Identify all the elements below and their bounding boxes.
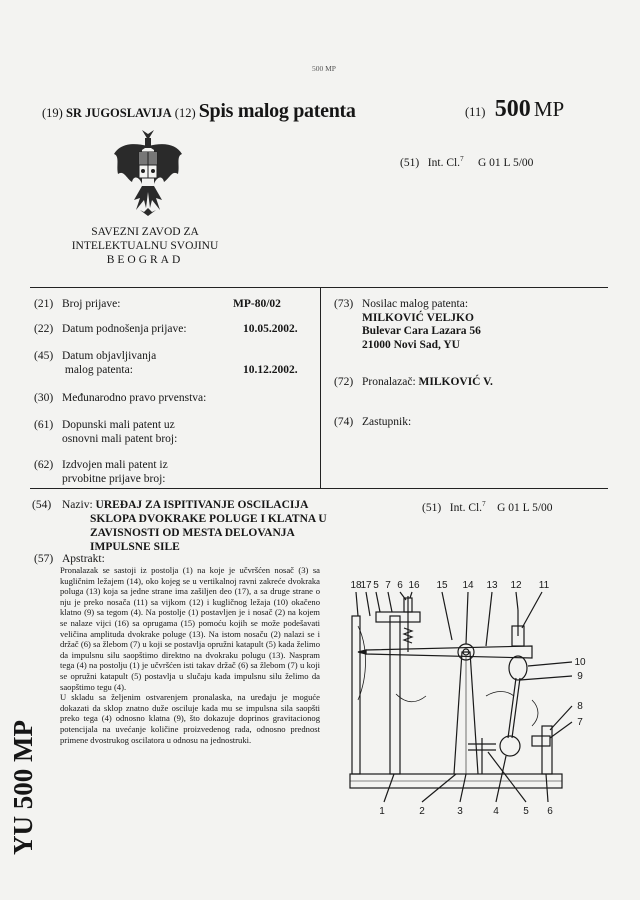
abstract-text [60, 565, 320, 745]
classification-value: G 01 L 5/00 [477, 156, 534, 169]
abstract-paragraph-1: Pronalazak se sastoji iz postolja (1) na koje je učvršćen nosač (3) sa kugličnim ležajem (14), oko kojeg se u vertikalnoj ravni zakreće dvokraka poluga (13) koja sa jedne strane ima zašiljen deo (17), a sa druge strane o nju je preko nosača (11) sa vijkom (12) i kugličnog ležaja (10) okačeno klatno (9) sa tegom (4). Na postolje (1) postavljen je i nosač (2) na kojem se nalaze vijci (16) sa oprugama (15) pomoću kojih se može podešavati veličina amplituda dvokrake poluge (13). Na istom nosaču (2) nalazi se i držač (6) sa žlebom (7) u koji se postavlja opružni katapult (5) kada želimo da impulsnu silu saopštimo direktno na dvokraku polugu (13). Naspram tega (4) na postolju (1) je učvršćen isti takav držač (6) sa žlebom (7) u koji se opružni katapult (5) postavlja u slučaju kada impulsnu silu želimo da saopštimo tegu (4). [60, 565, 320, 692]
owner-city: 21000 Novi Sad, YU [362, 338, 460, 351]
abstract-paragraph-2: U skladu sa željenim ostvarenjem pronalaska, na uređaju je moguće dokazati da sklop znatno duže osciluje kada mu se impulsna sila saopšti preko tega (4) odnosno klatna (9), što dokazuje doprinos gravitacionog potencijala na uvećanje količine proizvedenog rada, odnosno prednost primene dvostrukog oscilatora u odnosu na jednostruki. [60, 692, 320, 745]
label-5-bottom: 5 [523, 806, 529, 817]
classification-bottom: (51) Int. Cl.$^7$ G 01 L 5/00 [422, 500, 553, 514]
patent-number-block [465, 96, 564, 123]
field-73: (73) Nosilac malog patenta: MILKOVIĆ VELJKO Bulevar Cara Lazara 56 21000 Novi Sad, YU [334, 298, 481, 351]
title-line-1: UREĐAJ ZA ISPITIVANJE OSCILACIJA [95, 499, 309, 511]
title-line-2: SKLOPA DVOKRAKE POLUGE I KLATNA U [90, 513, 327, 525]
label-9: 9 [577, 671, 583, 682]
country-name: SR JUGOSLAVIJA [65, 106, 172, 120]
label-13: 13 [486, 580, 498, 591]
filing-date: 10.05.2002. [243, 323, 298, 335]
label-2: 2 [419, 806, 425, 817]
table-top-rule [30, 287, 608, 288]
title-line-3: ZAVISNOSTI OD MESTA DELOVANJA [90, 527, 295, 539]
side-patent-label: YU 500 MP [8, 720, 38, 855]
code-19: (19) [42, 106, 63, 120]
document-header [42, 100, 356, 123]
table-bottom-rule [30, 488, 608, 489]
owner-address: Bulevar Cara Lazara 56 [362, 325, 481, 337]
field-72: (72) Pronalazač: MILKOVIĆ V. [334, 376, 493, 388]
invention-title: (54) Naziv: UREĐAJ ZA ISPITIVANJE OSCILACIJA SKLOPA DVOKRAKE POLUGE I KLATNA U ZAVISNOSTI OD MESTA DELOVANJA IMPULSNE SILE [32, 498, 362, 554]
label-16: 16 [408, 580, 420, 591]
label-3: 3 [457, 806, 463, 817]
application-number: MP-80/02 [233, 298, 281, 310]
label-17: 17 [360, 580, 372, 591]
field-74: (74) Zastupnik: [334, 416, 412, 428]
label-7-side: 7 [577, 717, 583, 728]
publication-date: 10.12.2002. [243, 364, 298, 376]
field-30: (30) Međunarodno pravo prvenstva: [34, 392, 207, 404]
inventor-name: MILKOVIĆ V. [418, 376, 493, 388]
abstract-heading: (57) Apstrakt: [34, 553, 105, 565]
label-6-top: 6 [397, 580, 403, 591]
label-7-top: 7 [385, 580, 391, 591]
patent-suffix: MP [533, 97, 565, 121]
field-61: (61) Dopunski mali patent uz osnovni mali patent broj: [34, 419, 178, 445]
label-18: 18 [350, 580, 362, 591]
code-11: (11) [465, 105, 486, 119]
label-4: 4 [493, 806, 499, 817]
field-22: (22) Datum podnošenja prijave: [34, 323, 187, 335]
field-21: (21) Broj prijave: [34, 298, 121, 310]
document-type: Spis malog patenta [198, 100, 356, 122]
patent-number: 500 [494, 96, 531, 122]
label-10: 10 [574, 657, 586, 668]
coat-of-arms-emblem [112, 126, 184, 218]
issuing-office: SAVEZNI ZAVOD ZA INTELEKTUALNU SVOJINU BEOGRAD [71, 226, 219, 266]
label-1: 1 [379, 806, 385, 817]
label-14: 14 [462, 580, 474, 591]
classification-top: (51) Int. Cl.$^7$ G 01 L 5/00 [400, 155, 534, 169]
label-15: 15 [436, 580, 448, 591]
title-line-4: IMPULSNE SILE [90, 541, 180, 553]
code-12: (12) [174, 106, 196, 120]
field-45: (45) Datum objavljivanja malog patenta: [34, 350, 157, 376]
page-marker: 500 MP [312, 64, 336, 73]
label-5-top: 5 [373, 580, 379, 591]
label-8: 8 [577, 701, 583, 712]
device-drawing [336, 576, 608, 822]
label-12: 12 [510, 580, 522, 591]
label-11: 11 [538, 580, 550, 591]
label-6-bottom: 6 [547, 806, 553, 817]
table-column-divider [320, 287, 321, 488]
field-62: (62) Izdvojen mali patent iz prvobitne prijave broj: [34, 459, 168, 485]
owner-name: MILKOVIĆ VELJKO [362, 311, 474, 324]
